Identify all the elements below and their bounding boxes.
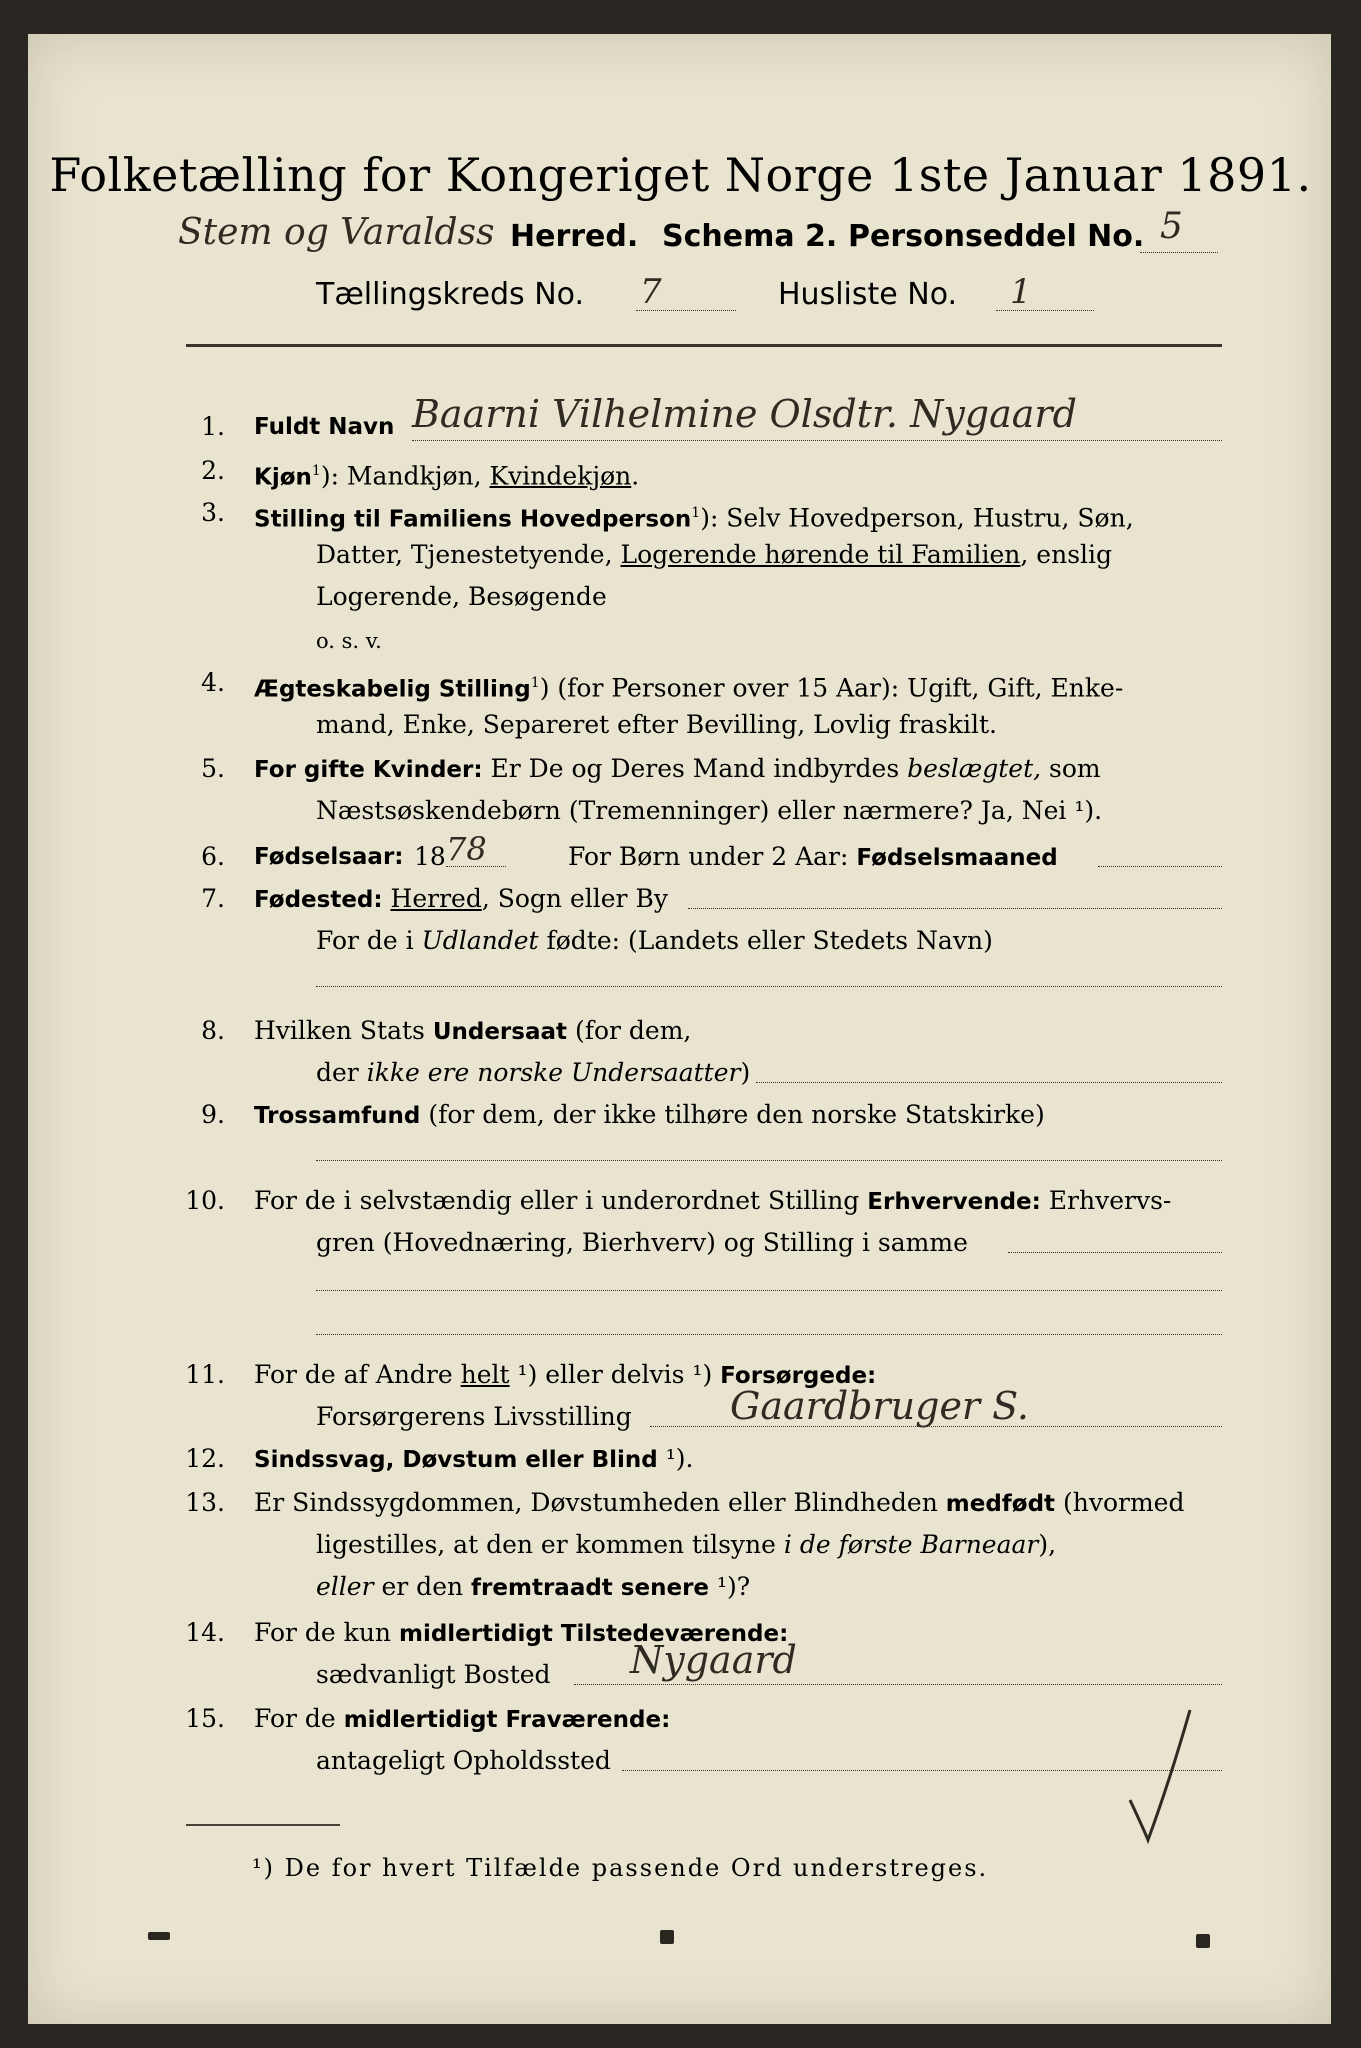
q9-text: (for dem, der ikke tilhøre den norske Statskirke) [420,1100,1045,1129]
q3-row3: Logerende, Besøgende [316,582,607,611]
q13-row3 [316,1572,750,1603]
kreds-value: 7 [640,272,662,312]
q10-dots1 [1008,1252,1222,1253]
q3-line2-pre: Datter, Tjenestetyende, [316,540,621,569]
q3-line2-post: , enslig [1020,540,1113,569]
q8-row1 [254,1016,691,1047]
q3-number: 3. [201,498,225,527]
q6-year-prefix: 18 [414,842,446,871]
q8-text-pre: Hvilken Stats [254,1016,433,1045]
q10-label: Erhvervende: [867,1189,1041,1215]
q5-italic: beslægtet, [907,754,1042,783]
q13-line3-post: ¹)? [709,1572,751,1601]
q11-dots [650,1426,1222,1427]
q13-line2-italic: i de første Barneaar [783,1530,1039,1559]
q11-value: Gaardbruger S. [730,1384,1029,1428]
q2-underlined: Kvindekjøn [489,461,632,491]
q6-number: 6. [201,842,225,871]
q2-end: . [631,461,640,491]
handwritten-check-mark [1110,1690,1220,1850]
q5-row1 [254,754,1101,785]
q2-number: 2. [201,456,225,485]
q11-row2: Forsørgerens Livsstilling [316,1402,632,1431]
q6-label2: Fødselsmaaned [856,845,1058,871]
q1-number: 1. [201,412,225,441]
q13-line3-italic: eller [316,1572,374,1601]
q13-label: medfødt [945,1491,1056,1517]
q3-row2 [316,540,1112,570]
q7-row1 [254,884,668,915]
q2-text: ): Mandkjøn, [320,461,490,491]
q15-row1 [254,1704,670,1735]
q10-dots2 [316,1290,1222,1291]
q11-label: Forsørgede: [720,1363,877,1389]
q13-line3-pre: er den [373,1572,472,1601]
q7-line2-pre: For de i [316,926,422,955]
footnote-rule [186,1824,340,1826]
q8-line2-pre: der [316,1058,367,1087]
q9-label: Trossamfund [254,1103,421,1129]
q14-text-pre: For de kun [254,1618,399,1647]
q4-text: ) (for Personer over 15 Aar): Ugift, Gift, Enke- [539,673,1124,703]
q12-label: Sindssvag, Døvstum eller Blind [254,1447,658,1473]
q15-text-pre: For de [254,1704,344,1733]
q3-row4: o. s. v. [316,629,382,653]
q12-row1 [254,1444,693,1475]
q14-number: 14. [185,1618,225,1647]
q11-text: ¹) eller delvis ¹) [509,1360,721,1389]
q6-month-dots [1098,866,1222,867]
form-title: Folketælling for Kongeriget Norge 1ste Januar 1891. [49,148,1312,202]
header-rule [186,344,1222,347]
q8-dots [756,1082,1222,1083]
q1-name-value: Baarni Vilhelmine Olsdtr. Nygaard [412,392,1077,436]
q11-text-pre: For de af Andre [254,1360,461,1389]
q8-row2 [316,1058,750,1088]
q9-number: 9. [201,1100,225,1129]
q10-text: Erhvervs- [1040,1186,1172,1215]
q14-dots [574,1684,1222,1685]
q8-number: 8. [201,1016,225,1045]
q10-dots3 [316,1334,1222,1335]
q6-year-value: 78 [446,830,487,868]
q4-label: Ægteskabelig Stilling [254,676,531,703]
herred-value: Stem og Varaldss [178,212,495,253]
q10-row2: gren (Hovednæring, Bierhverv) og Stilling i samme [316,1228,968,1257]
q7-line2-post: fødte: (Landets eller Stedets Navn) [538,926,993,955]
registration-mark-left [148,1932,170,1940]
q6-row2 [568,842,1058,873]
q5-text: Er De og Deres Mand indbyrdes [482,754,908,783]
q4-row2: mand, Enke, Separeret efter Bevilling, Lovlig fraskilt. [316,710,997,739]
personseddel-label: Personseddel No. [848,219,1145,254]
q10-number: 10. [185,1186,225,1215]
q12-number: 12. [185,1444,225,1473]
q3-line2-underlined: Logerende hørende til Familien [620,540,1021,569]
q13-row2 [316,1530,1056,1560]
husliste-value: 1 [1010,272,1032,312]
q15-label: midlertidigt Fraværende: [343,1707,671,1733]
q14-row2: sædvanligt Bosted [316,1660,551,1689]
q7-number: 7. [201,884,225,913]
q1-dots [412,440,1222,441]
q3-text: ): Selv Hovedperson, Hustru, Søn, [700,503,1134,533]
q14-value: Nygaard [630,1638,797,1682]
q7-label: Fødested: [254,887,383,913]
personseddel-dots [1140,252,1218,253]
q6-dots [446,866,506,867]
q3-label: Stilling til Familiens Hovedperson [254,506,692,533]
q13-row1 [254,1488,1184,1519]
schema-label: Schema 2. [662,219,838,254]
q10-text-pre: For de i selvstændig eller i underordnet Stilling [254,1186,868,1215]
q7-line2-italic: Udlandet [421,926,539,955]
q5-label: For gifte Kvinder: [254,757,483,783]
footnote-text: ¹) De for hvert Tilfælde passende Ord understreges. [252,1854,989,1882]
q2-sup: 1 [311,463,321,479]
q7-row2 [316,926,993,956]
q7-dots2 [316,986,1222,987]
q7-dots [688,908,1222,909]
q8-label: Undersaat [432,1019,567,1045]
q11-number: 11. [185,1360,225,1389]
q12-end: ¹). [657,1444,694,1473]
q2-label: Kjøn [254,464,312,491]
q15-row2: antageligt Opholdssted [316,1746,611,1775]
q8-line2-post: ) [740,1058,751,1087]
q9-row1 [254,1100,1045,1131]
q15-number: 15. [185,1704,225,1733]
q13-text: (hvormed [1055,1488,1185,1517]
q13-text-pre: Er Sindssygdommen, Døvstumheden eller Blindheden [254,1488,946,1517]
q1-label: Fuldt Navn [254,414,395,440]
q4-number: 4. [201,668,225,697]
q4-row1: Ægteskabelig Stilling$^1$) (for Personer over 15 Aar): Ugift, Gift, Enke- [254,673,1124,703]
q13-line3-label: fremtraadt senere [471,1575,710,1601]
q14-label: midlertidigt Tilstedeværende: [398,1621,789,1647]
kreds-dots [636,310,736,311]
q7-underlined: Herred [390,884,482,913]
q13-number: 13. [185,1488,225,1517]
q8-text: (for dem, [567,1016,692,1045]
q8-line2-italic: ikke ere norske Undersaatter [366,1058,741,1087]
kreds-label: Tællingskreds No. [316,277,584,312]
registration-mark-right [1196,1934,1210,1948]
q13-line2-post: ), [1038,1530,1057,1559]
q5-number: 5. [201,754,225,783]
q6-text: For Børn under 2 Aar: [568,842,857,871]
q5-end: som [1041,754,1101,783]
husliste-dots [996,310,1094,311]
q9-dots [316,1160,1222,1161]
q10-row1 [254,1186,1171,1217]
q5-row2: Næstsøskendebørn (Tremenninger) eller nærmere? Ja, Nei ¹). [316,796,1103,825]
husliste-label: Husliste No. [778,277,958,312]
q6-label: Fødselsaar: [254,844,404,870]
registration-mark-center [660,1930,674,1944]
q3-row1: Stilling til Familiens Hovedperson$^1$): Selv Hovedperson, Hustru, Søn, [254,503,1134,533]
q2-row [254,456,639,492]
q11-underlined: helt [460,1360,510,1389]
q7-text: , Sogn eller By [481,884,668,913]
q13-line2-pre: ligestilles, at den er kommen tilsyne [316,1530,784,1559]
herred-label: Herred. [510,219,639,254]
personseddel-value: 5 [1160,206,1183,247]
